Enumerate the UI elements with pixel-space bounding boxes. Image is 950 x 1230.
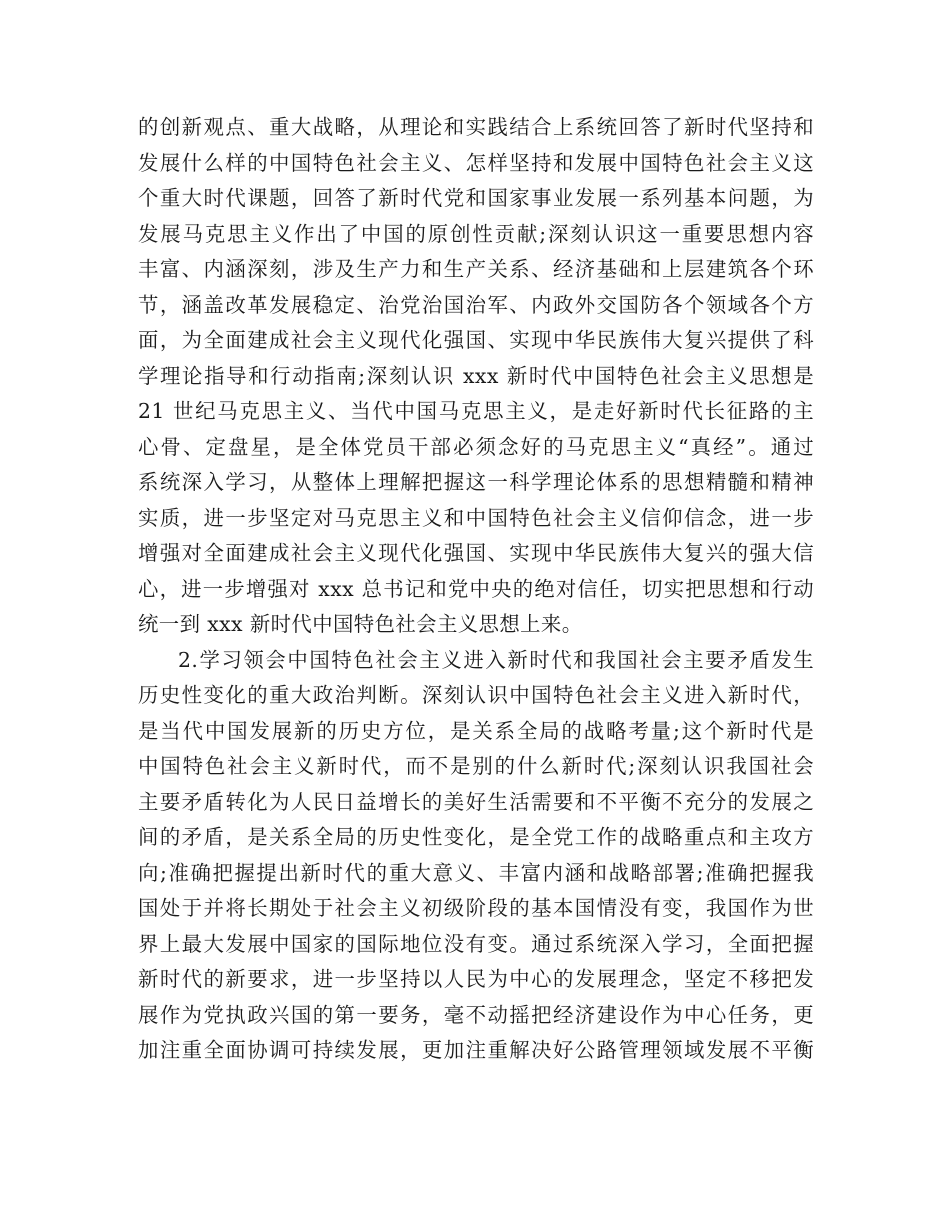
paragraph-1-line: 增强对全面建成社会主义现代化强国、实现中华民族伟大复兴的强大信 <box>138 541 814 565</box>
document-body <box>138 110 814 1069</box>
paragraph-2 <box>138 643 814 1069</box>
paragraph-2-first-line: 2.学习领会中国特色社会主义进入新时代和我国社会主要矛盾发生 <box>178 647 814 672</box>
paragraph-2-line: 是当代中国发展新的历史方位，是关系全局的战略考量;这个新时代是 <box>138 718 814 743</box>
paragraph-2-line: 主要矛盾转化为人民日益增长的美好生活需要和不平衡不充分的发展之 <box>138 789 814 814</box>
paragraph-1-line: 实质，进一步坚定对马克思主义和中国特色社会主义信仰信念，进一步 <box>138 505 814 530</box>
paragraph-1 <box>138 110 814 643</box>
paragraph-1-line: 的创新观点、重大战略，从理论和实践结合上系统回答了新时代坚持和 <box>138 115 814 139</box>
paragraph-2-line: 历史性变化的重大政治判断。深刻认识中国特色社会主义进入新时代， <box>138 683 814 707</box>
paragraph-1-line: 丰富、内涵深刻，涉及生产力和生产关系、经济基础和上层建筑各个环 <box>138 257 814 281</box>
paragraph-2-line: 间的矛盾，是关系全局的历史性变化，是全党工作的战略重点和主攻方 <box>138 825 814 849</box>
paragraph-1-line: 个重大时代课题，回答了新时代党和国家事业发展一系列基本问题，为 <box>138 186 814 210</box>
paragraph-2-line: 向;准确把握提出新时代的重大意义、丰富内涵和战略部署;准确把握我 <box>138 860 814 885</box>
paragraph-2-line: 新时代的新要求，进一步坚持以人民为中心的发展理念，坚定不移把发 <box>138 967 814 991</box>
paragraph-1-line: 发展马克思主义作出了中国的原创性贡献;深刻认识这一重要思想内容 <box>138 221 814 246</box>
paragraph-1-line: 心骨、定盘星，是全体党员干部必须念好的马克思主义“真经”。通过 <box>138 434 814 459</box>
paragraph-2-line: 中国特色社会主义新时代，而不是别的什么新时代;深刻认识我国社会 <box>138 754 814 778</box>
paragraph-1-line: 21 世纪马克思主义、当代中国马克思主义，是走好新时代长征路的主 <box>138 399 814 423</box>
paragraph-2-line: 展作为党执政兴国的第一要务，毫不动摇把经济建设作为中心任务，更 <box>138 1002 814 1027</box>
paragraph-2-line: 加注重全面协调可持续发展，更加注重解决好公路管理领域发展不平衡 <box>138 1038 814 1062</box>
paragraph-1-line: 心，进一步增强对 xxx 总书记和党中央的绝对信任，切实把思想和行动 <box>138 576 814 601</box>
paragraph-1-line: 系统深入学习，从整体上理解把握这一科学理论体系的思想精髓和精神 <box>138 470 814 494</box>
paragraph-1-last-line: 统一到 xxx 新时代中国特色社会主义思想上来。 <box>138 612 583 636</box>
paragraph-1-line: 节，涵盖改革发展稳定、治党治国治军、内政外交国防各个领域各个方 <box>138 292 814 317</box>
paragraph-1-line: 学理论指导和行动指南;深刻认识 xxx 新时代中国特色社会主义思想是 <box>138 363 814 388</box>
paragraph-1-line: 面，为全面建成社会主义现代化强国、实现中华民族伟大复兴提供了科 <box>138 328 814 352</box>
paragraph-2-line: 界上最大发展中国家的国际地位没有变。通过系统深入学习，全面把握 <box>138 931 814 956</box>
paragraph-1-line: 发展什么样的中国特色社会主义、怎样坚持和发展中国特色社会主义这 <box>138 150 814 175</box>
paragraph-2-line: 国处于并将长期处于社会主义初级阶段的基本国情没有变，我国作为世 <box>138 896 814 920</box>
